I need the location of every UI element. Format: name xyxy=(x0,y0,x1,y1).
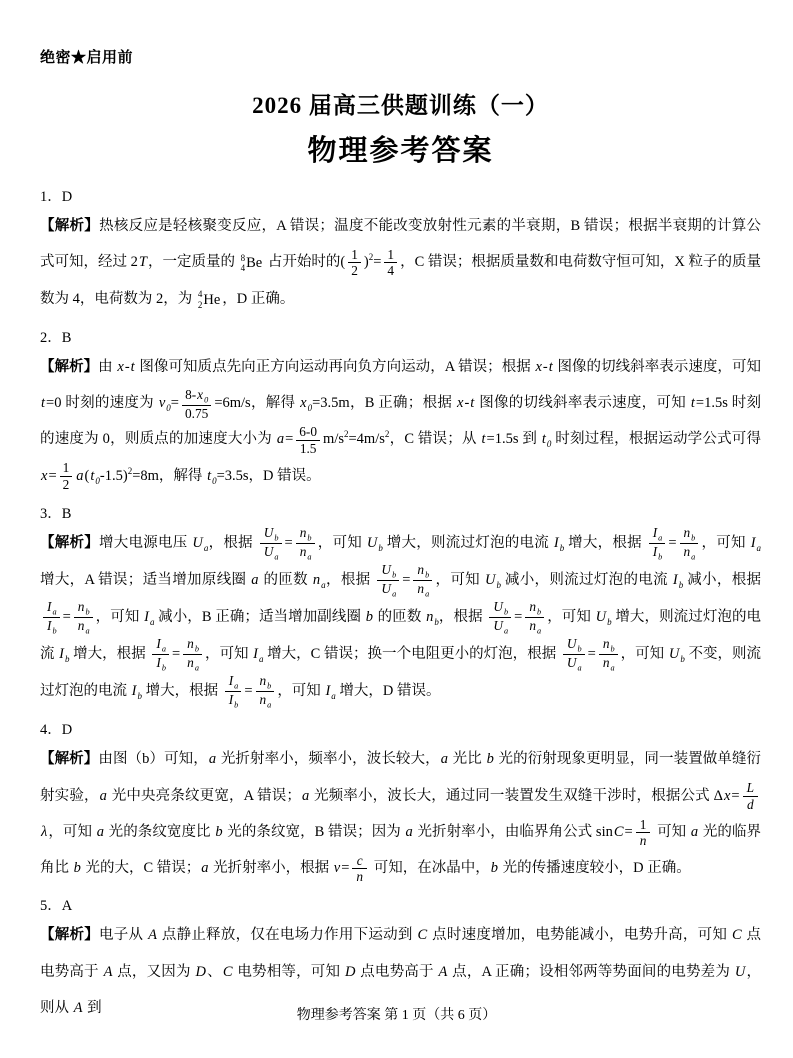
question-4-explanation: 【解析】由图（b）可知，a 光折射率小，频率小，波长较大，a 光比 b 光的衍射现象更明显，同一装置做单缝衍射实验，a 光中央亮条纹更宽，A 错误；a 光频率小，波长大，通过同一装置发生双缝干涉时，根据公式 Δx= $\frac{L}{d}$ λ，可知 a 光的条纹宽度比 b 光的条纹宽，B 错误；因为 a 光折射率小，由临界角公式 sinC= $\frac{1}{n}$ 可知 a 光的临界角比 b 光的大，C 错误；a 光折射率小，根据 v= $\frac{c}{n}$ 可知，在冰晶中，b 光的传播速度较小，D 正确。 xyxy=(40,751,762,885)
question-4-answer: 4．D xyxy=(40,722,73,739)
question-3-answer: 3．B xyxy=(40,505,72,522)
question-5-explanation: 【解析】电子从 A 点静止释放，仅在电场力作用下运动到 C 点时速度增加，电势能减小，电势升高，可知 C 点电势高于 A 点，又因为 D、C 电势相等，可知 D 点电势高于 A 点，A 正确；设相邻两等势面间的电势差为 U，则从 A 到 xyxy=(40,927,762,1016)
fraction: $\frac{1}{2}$ xyxy=(348,247,361,279)
page-footer: 物理参考答案 第 1 页（共 6 页） xyxy=(296,1008,497,1023)
fraction: $\frac{I_a}{I_b}$ xyxy=(225,673,242,710)
question-2-explanation: 【解析】由 x-t 图像可知质点先向正方向运动再向负方向运动，A 错误；根据 x-t 图像的切线斜率表示速度，可知 t=0 时刻的速度为 $v_0=$ $\frac{8-x_0}{0.75}$ =6m/s，解得 $x_0=3.5m$，B 正确；根据 x-t 图像的切线斜率表示速度，可知 t=1.5s 时刻的速度为 0，则质点的加速度大小为 a= $\frac{6-0}{1.5}$ $m/s^2=4m/s^2$，C 错误；从 t=1.5s 到 $t_0$ 时刻过程，根据运动学公式可得 x= $\frac{1}{2}$ $a(t_0-1.5)^2=8m$，解得 $t_0=3.5s$，D 错误。 xyxy=(40,358,762,492)
question-block xyxy=(40,185,761,318)
fraction: $\frac{I_a}{I_b}$ xyxy=(152,636,169,673)
fraction: $\frac{n_b}{n_a}$ xyxy=(296,525,315,562)
fraction: $\frac{n_b}{n_a}$ xyxy=(413,562,432,599)
question-2-answer: 2．B xyxy=(40,329,72,346)
exam-title: 2026 届高三供题训练（一） xyxy=(252,93,549,118)
fraction: $\frac{n_b}{n_a}$ xyxy=(599,636,618,673)
fraction: $\frac{n_b}{n_a}$ xyxy=(680,525,699,562)
fraction: $\frac{1}{n}$ xyxy=(636,817,651,849)
question-block xyxy=(40,502,761,710)
answer-key-title: 物理参考答案 xyxy=(307,135,494,167)
nuclide-notation: 8 4 Be xyxy=(240,252,263,273)
question-block xyxy=(40,718,761,886)
fraction: $\frac{U_b}{U_a}$ xyxy=(563,636,585,673)
fraction: $\frac{n_b}{n_a}$ xyxy=(183,636,202,673)
fraction: $\frac{U_b}{U_a}$ xyxy=(377,562,399,599)
question-5-answer: 5．A xyxy=(40,898,73,915)
question-3-explanation: 【解析】增大电源电压 $U_a$，根据 $\frac{U_b}{U_a}$ = $\frac{n_b}{n_a}$ ，可知 $U_b$ 增大，则流过灯泡的电流 $I_b$ 增大，根据 $\frac{I_a}{I_b}$ = $\frac{n_b}{n_a}$ ，可知 $I_a$ 增大，A 错误；适当增加原线圈 a 的匝数 $n_a$，根据 $\frac{U_b}{U_a}$ = $\frac{n_b}{n_a}$ ，可知 $U_b$ 减小，则流过灯泡的电流 $I_b$ 减小，根据 $\frac{I_a}{I_b}$ = $\frac{n_b}{n_a}$ ，可知 $I_a$ 减小，B 正确；适当增加副线圈 b 的匝数 $n_b$，根据 $\frac{U_b}{U_a}$ = $\frac{n_b}{n_a}$ ，可知 $U_b$ 增大，则流过灯泡的电流 $I_b$ 增大，根据 $\frac{I_a}{I_b}$ = $\frac{n_b}{n_a}$ ，可知 $I_a$ 增大，C 错误；换一个电阻更小的灯泡，根据 $\frac{U_b}{U_a}$ = $\frac{n_b}{n_a}$ ，可知 $U_b$ 不变，则流过灯泡的电流 $I_b$ 增大，根据 $\frac{I_a}{I_b}$ = $\frac{n_b}{n_a}$ ，可知 $I_a$ 增大，D 错误。 xyxy=(40,525,762,711)
fraction: $\frac{n_b}{n_a}$ xyxy=(256,673,275,710)
question-1-answer: 1．D xyxy=(40,189,73,205)
fraction: $\frac{8-x_0}{0.75}$ xyxy=(182,387,211,421)
fraction: $\frac{L}{d}$ xyxy=(743,780,758,812)
question-1-explanation: 【解析】热核反应是轻核聚变反应，A 错误；温度不能改变放射性元素的半衰期，B 错误；根据半衰期的计算公式可知，经过 2T，一定质量的 8 4 Be 占开始时的( $\frac{1}{2}$ )$^2$= $\frac{1}{4}$ ，C 错误；根据质量数和电荷数守恒可知，X 粒子的质量数为 4，电荷数为 2，为 4 2 He ，D 正确。 xyxy=(40,208,761,318)
question-block xyxy=(40,326,761,494)
fraction: $\frac{1}{2}$ xyxy=(60,460,73,492)
fraction: $\frac{n_b}{n_a}$ xyxy=(525,599,544,636)
fraction: $\frac{1}{4}$ xyxy=(384,247,397,279)
fraction: $\frac{U_b}{U_a}$ xyxy=(489,599,511,636)
fraction: $\frac{I_a}{I_b}$ xyxy=(43,599,60,636)
fraction: $\frac{U_b}{U_a}$ xyxy=(260,525,282,562)
fraction: $\frac{n_b}{n_a}$ xyxy=(74,599,93,636)
fraction: $\frac{6-0}{1.5}$ xyxy=(296,424,320,456)
nuclide-notation: 4 2 He xyxy=(197,289,221,310)
fraction: $\frac{c}{n}$ xyxy=(352,853,367,885)
security-marking: 绝密★启用前 xyxy=(40,50,134,66)
questions-list xyxy=(40,185,761,1026)
fraction: $\frac{I_a}{I_b}$ xyxy=(649,525,666,562)
